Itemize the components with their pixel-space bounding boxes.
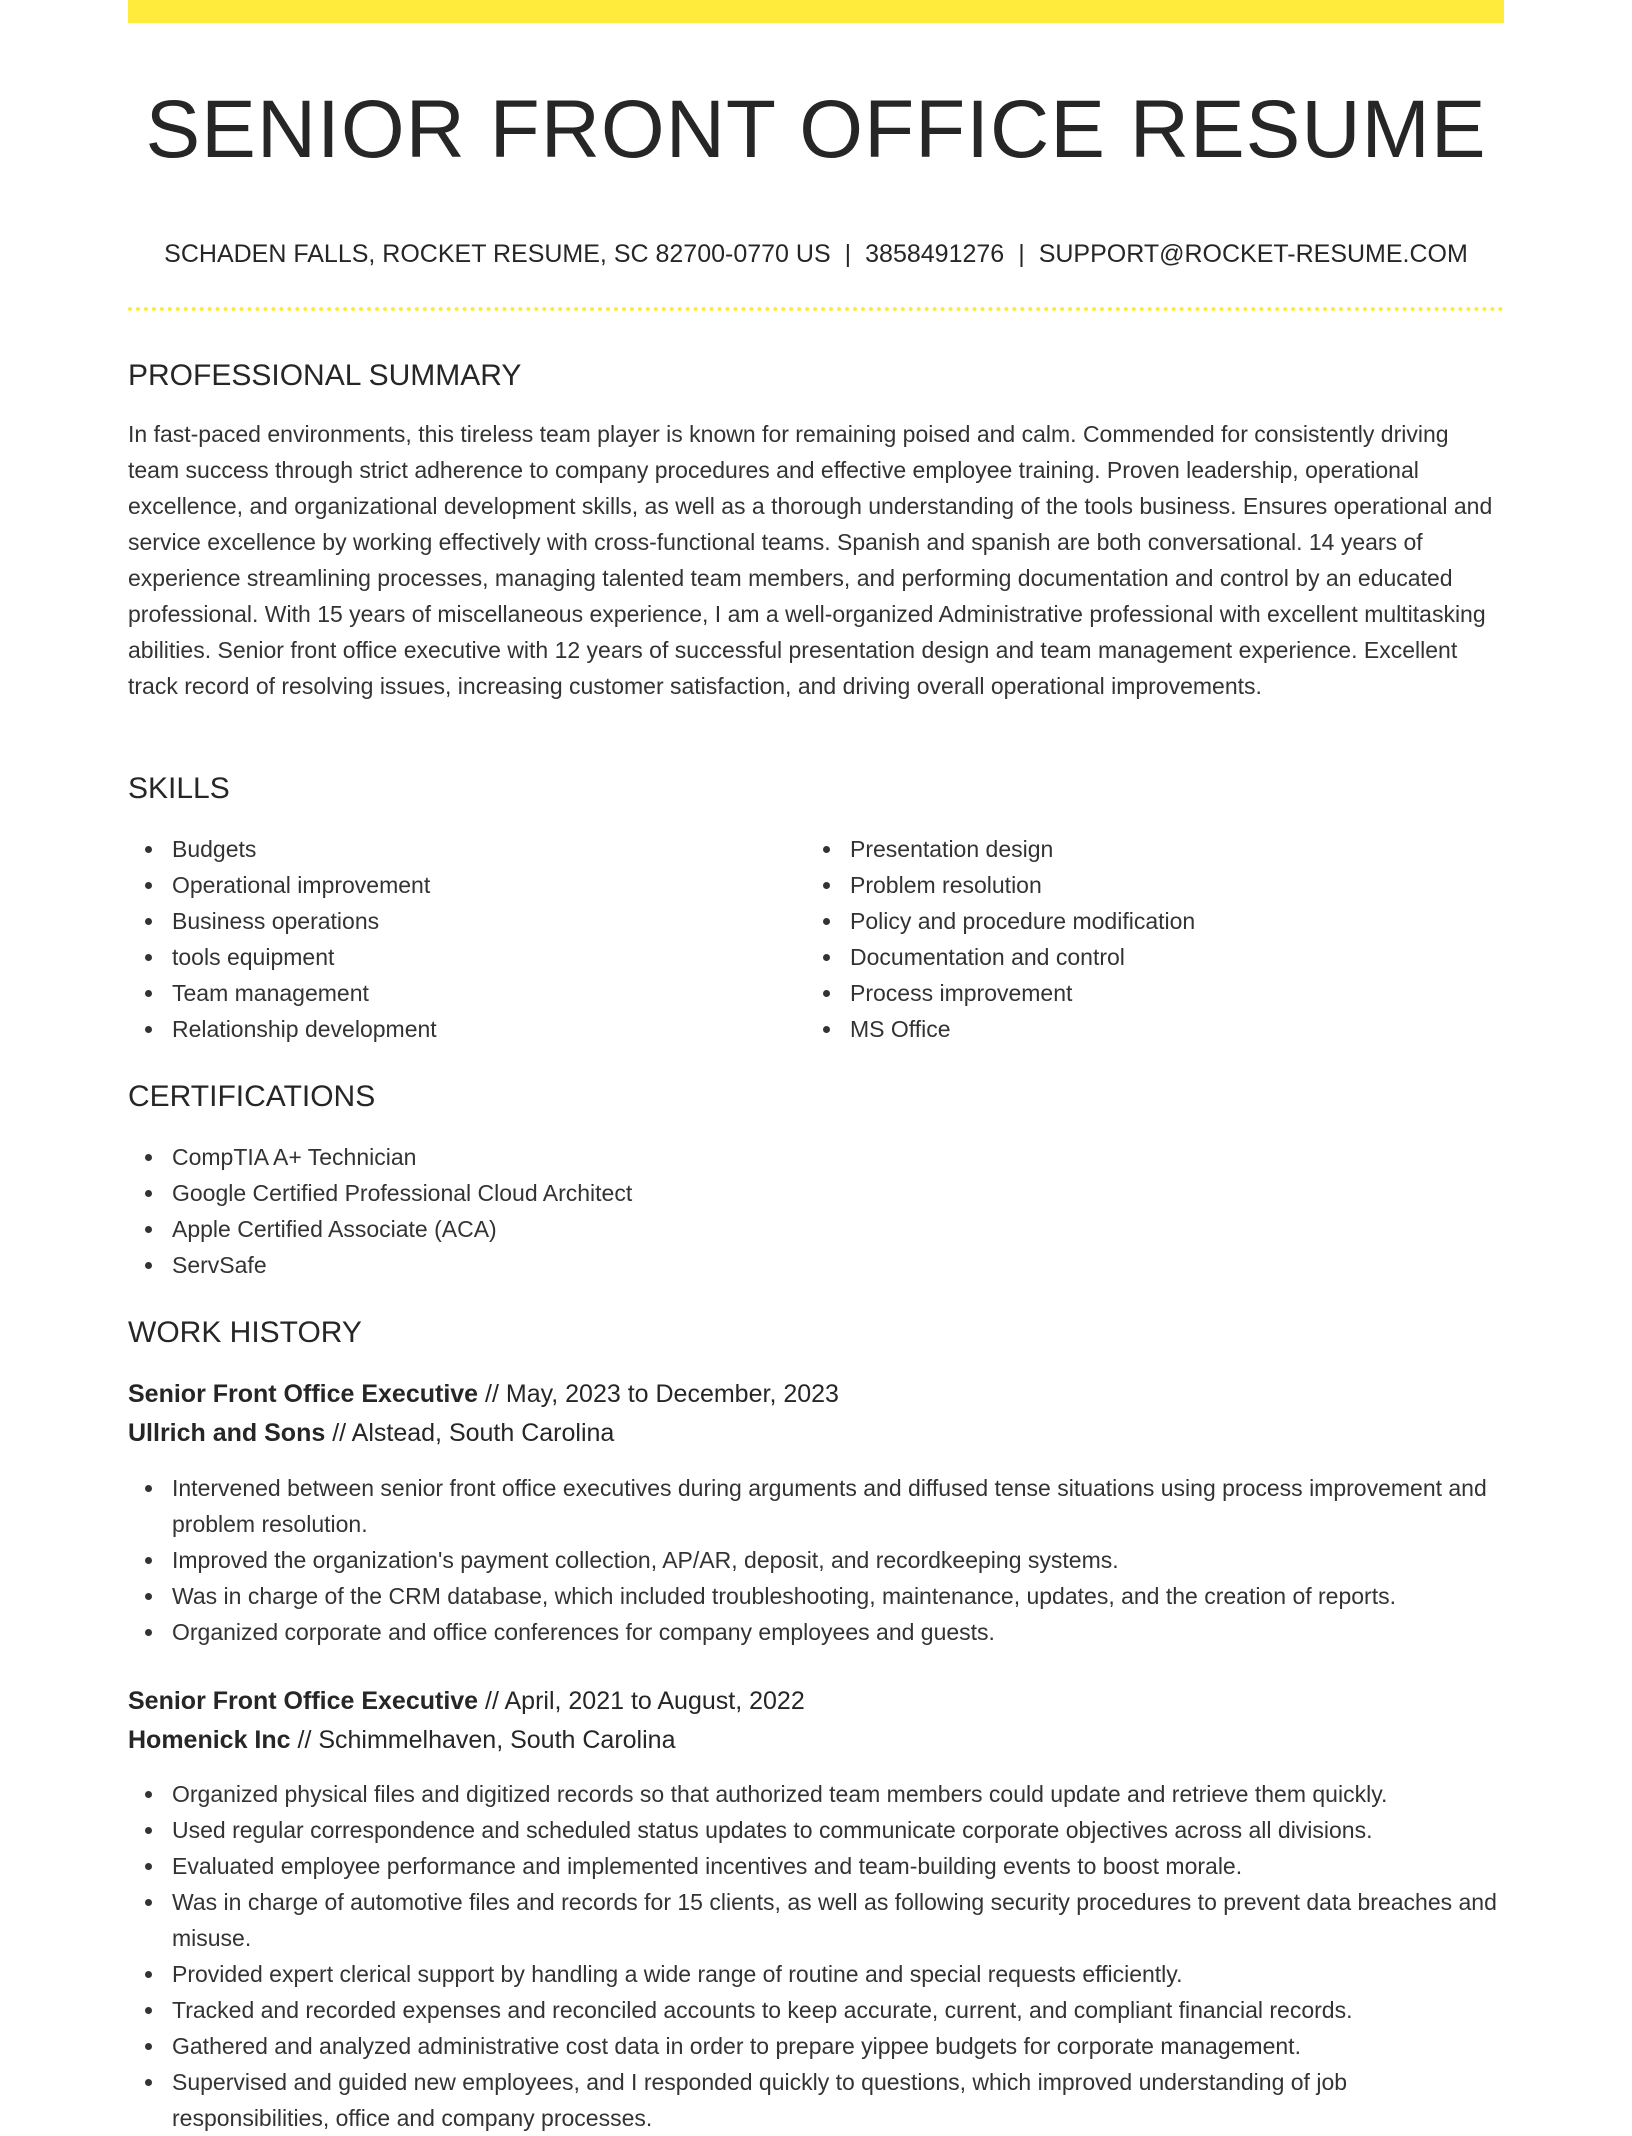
job-location: // Schimmelhaven, South Carolina — [290, 1726, 676, 1754]
contact-separator: | — [844, 240, 852, 268]
job-title-line — [128, 1682, 805, 1720]
job-bullets — [128, 1470, 1504, 1650]
job-dates: // May, 2023 to December, 2023 — [478, 1380, 839, 1408]
certification-item: ServSafe — [128, 1247, 1504, 1283]
job-company: Homenick Inc — [128, 1726, 291, 1754]
work-history-heading: WORK HISTORY — [128, 1316, 362, 1349]
job-bullet: Provided expert clerical support by handling a wide range of routine and special requests efficiently. — [128, 1956, 1504, 1992]
skill-item: Presentation design — [806, 831, 1504, 867]
skill-item: Business operations — [128, 903, 788, 939]
contact-email: SUPPORT@ROCKET-RESUME.COM — [1038, 240, 1468, 268]
job-bullet: Supervised and guided new employees, and I responded quickly to questions, which improved understanding of job responsibilities, office and company processes. — [128, 2064, 1504, 2136]
job-bullet: Gathered and analyzed administrative cost data in order to prepare yippee budgets for corporate management. — [128, 2028, 1504, 2064]
skill-item: tools equipment — [128, 939, 788, 975]
resume-title: SENIOR FRONT OFFICE RESUME — [145, 84, 1487, 175]
job-title: Senior Front Office Executive — [128, 1380, 479, 1408]
dotted-divider — [128, 307, 1504, 311]
certification-item: Google Certified Professional Cloud Architect — [128, 1175, 1504, 1211]
job-bullet: Organized corporate and office conferences for company employees and guests. — [128, 1614, 1504, 1650]
summary-text: In fast-paced environments, this tireless team player is known for remaining poised and calm. Commended for consistently driving team success through strict adherence to company procedures and effective employee training. Proven leadership, operational excellence, and organizational development skills, as well as a thorough understanding of the tools business. Ensures operational and service excellence by working effectively with cross-functional teams. Spanish and spanish are both conversational. 14 years of experience streamlining processes, managing talented team members, and performing documentation and control by an educated professional. With 15 years of miscellaneous experience, I am a well-organized Administrative professional with excellent multitasking abilities. Senior front office executive with 12 years of successful presentation design and team management experience. Excellent track record of resolving issues, increasing customer satisfaction, and driving overall operational improvements. — [128, 421, 1493, 699]
certification-item: Apple Certified Associate (ACA) — [128, 1211, 1504, 1247]
contact-address: SCHADEN FALLS, ROCKET RESUME, SC 82700-0770 US — [164, 240, 831, 268]
job-dates: // April, 2021 to August, 2022 — [478, 1687, 805, 1715]
skills-list-left — [128, 831, 788, 1047]
job-title-line — [128, 1375, 839, 1413]
job-company-line — [128, 1721, 675, 1759]
contact-line — [128, 236, 1504, 272]
skill-item: Relationship development — [128, 1011, 788, 1047]
job-bullet: Evaluated employee performance and implemented incentives and team-building events to boost morale. — [128, 1848, 1504, 1884]
skills-heading: SKILLS — [128, 772, 230, 805]
certifications-list — [128, 1139, 1504, 1283]
accent-top-bar — [128, 0, 1504, 23]
skill-item: Problem resolution — [806, 867, 1504, 903]
summary-heading: PROFESSIONAL SUMMARY — [128, 359, 522, 392]
job-bullet: Was in charge of automotive files and records for 15 clients, as well as following security procedures to prevent data breaches and misuse. — [128, 1884, 1504, 1956]
skill-item: Documentation and control — [806, 939, 1504, 975]
certification-item: CompTIA A+ Technician — [128, 1139, 1504, 1175]
skill-item: Budgets — [128, 831, 788, 867]
skill-item: Operational improvement — [128, 867, 788, 903]
contact-phone: 3858491276 — [865, 240, 1005, 268]
job-company-line — [128, 1414, 614, 1452]
skills-list-right — [806, 831, 1504, 1047]
job-company: Ullrich and Sons — [128, 1419, 326, 1447]
skill-item: Policy and procedure modification — [806, 903, 1504, 939]
job-bullet: Used regular correspondence and scheduled status updates to communicate corporate objectives across all divisions. — [128, 1812, 1504, 1848]
contact-separator: | — [1018, 240, 1025, 268]
job-bullet: Organized physical files and digitized records so that authorized team members could update and retrieve them quickly. — [128, 1776, 1504, 1812]
job-bullet: Was in charge of the CRM database, which included troubleshooting, maintenance, updates, and the creation of reports. — [128, 1578, 1504, 1614]
job-bullet: Intervened between senior front office executives during arguments and diffused tense situations using process improvement and problem resolution. — [128, 1470, 1504, 1542]
skill-item: Process improvement — [806, 975, 1504, 1011]
job-bullet: Improved the organization's payment collection, AP/AR, deposit, and recordkeeping systems. — [128, 1542, 1504, 1578]
job-location: // Alstead, South Carolina — [325, 1419, 615, 1447]
certifications-heading: CERTIFICATIONS — [128, 1080, 376, 1113]
job-bullet: Tracked and recorded expenses and reconciled accounts to keep accurate, current, and compliant financial records. — [128, 1992, 1504, 2028]
skill-item: Team management — [128, 975, 788, 1011]
job-bullets — [128, 1776, 1504, 2136]
job-title: Senior Front Office Executive — [128, 1687, 479, 1715]
skill-item: MS Office — [806, 1011, 1504, 1047]
